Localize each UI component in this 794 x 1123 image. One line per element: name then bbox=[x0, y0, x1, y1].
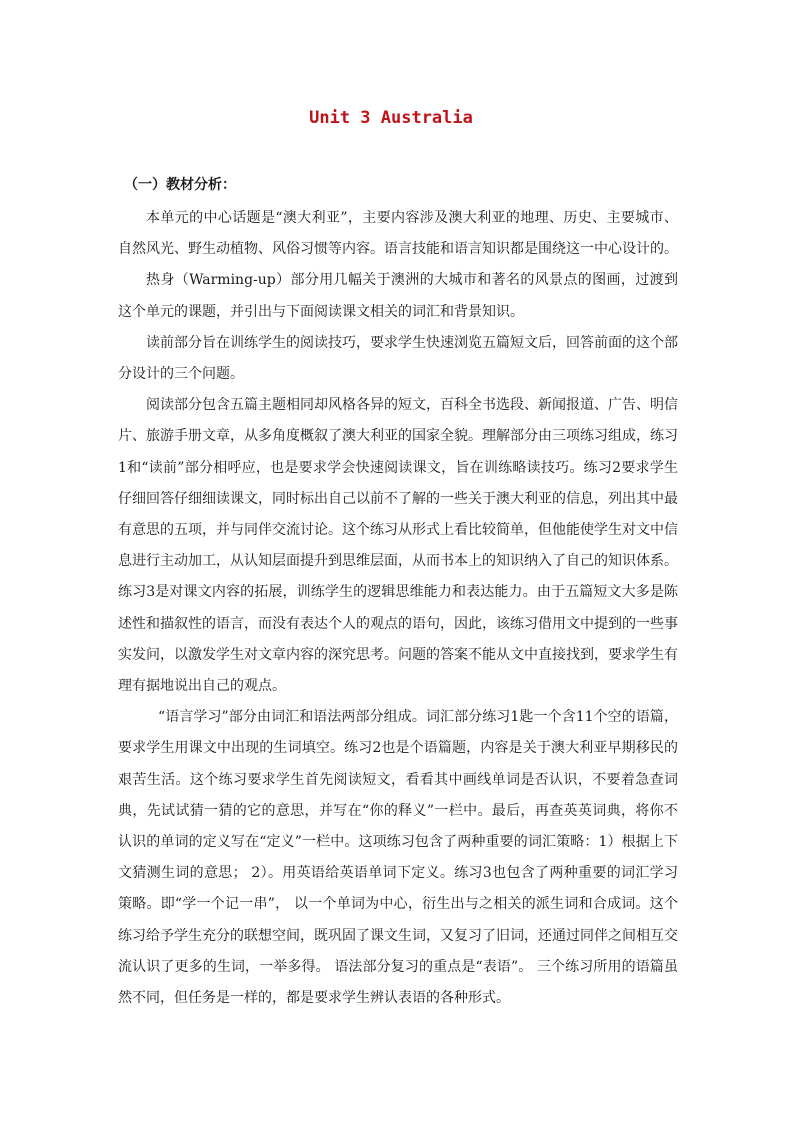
paragraph-topic-overview: 本单元的中心话题是“澳大利亚”，主要内容涉及澳大利亚的地理、历史、主要城市、自然风光、野生动植物、风俗习惯等内容。语言技能和语言知识都是围绕这一中心设计的。 bbox=[118, 210, 678, 258]
paragraph-warming-up: 热身（Warming-up）部分用几幅关于澳洲的大城市和著名的风景点的图画，过渡到这个单元的课题，并引出与下面阅读课文相关的词汇和背景知识。 bbox=[118, 272, 678, 320]
section-heading: （一）教材分析： bbox=[124, 177, 236, 193]
paragraph-pre-reading: 读前部分旨在训练学生的阅读技巧，要求学生快速浏览五篇短文后，回答前面的这个部分设计的三个问题。 bbox=[118, 334, 678, 383]
document-title: Unit 3 Australia bbox=[309, 108, 473, 128]
document-body bbox=[118, 173, 678, 1014]
paragraph-reading: 阅读部分包含五篇主题相同却风格各异的短文，百科全书选段、新闻报道、广告、明信片、旅游手册文章，从多角度概叙了澳大利亚的国家全貌。理解部分由三项练习组成，练习1和“读前”部分相呼应，也是要求学会快速阅读课文，旨在训练略读技巧。练习2要求学生仔细回答仔细细读课文，同时标出自己以前不了解的一些关于澳大利亚的信息，列出其中最有意思的五项，并与同伴交流讨论。这个练习从形式上看比较简单，但他能使学生对文中信息进行主动加工，从认知层面提升到思维层面，从而书本上的知识纳入了自己的知识体系。练习3是对课文内容的拓展，训练学生的逻辑思维能力和表达能力。由于五篇短文大多是陈述性和描叙性的语言，而没有表达个人的观点的语句，因此，该练习借用文中提到的一些事实发问，以激发学生对文章内容的深究思考。问题的答案不能从文中直接找到，要求学生有理有据地说出自己的观点。 bbox=[118, 397, 678, 695]
paragraph-language-study: “语言学习”部分由词汇和语法两部分组成。词汇部分练习1匙一个含11个空的语篇，要求学生用课文中出现的生词填空。练习2也是个语篇题，内容是关于澳大利亚早期移民的艰苦生活。这个练习要求学生首先阅读短文，看看其中画线单词是否认识，不要着急查词典，先试试猜一猜的它的意思，并写在“你的释义”一栏中。最后，再查英英词典，将你不认识的单词的定义写在“定义”一栏中。这项练习包含了两种重要的词汇策略：1）根据上下文猜测生词的意思； 2）。用英语给英语单词下定义。练习3也包含了两种重要的词汇学习策略。即“学一个记一串”， 以一个单词为中心，衍生出与之相关的派生词和合成词。这个练习给予学生充分的联想空间，既巩固了课文生词，又复习了旧词，还通过同伴之间相互交流认识了更多的生词，一举多得。 语法部分复习的重点是“表语”。 三个练习所用的语篇虽然不同，但任务是一样的，都是要求学生辨认表语的各种形式。 bbox=[118, 709, 678, 1007]
